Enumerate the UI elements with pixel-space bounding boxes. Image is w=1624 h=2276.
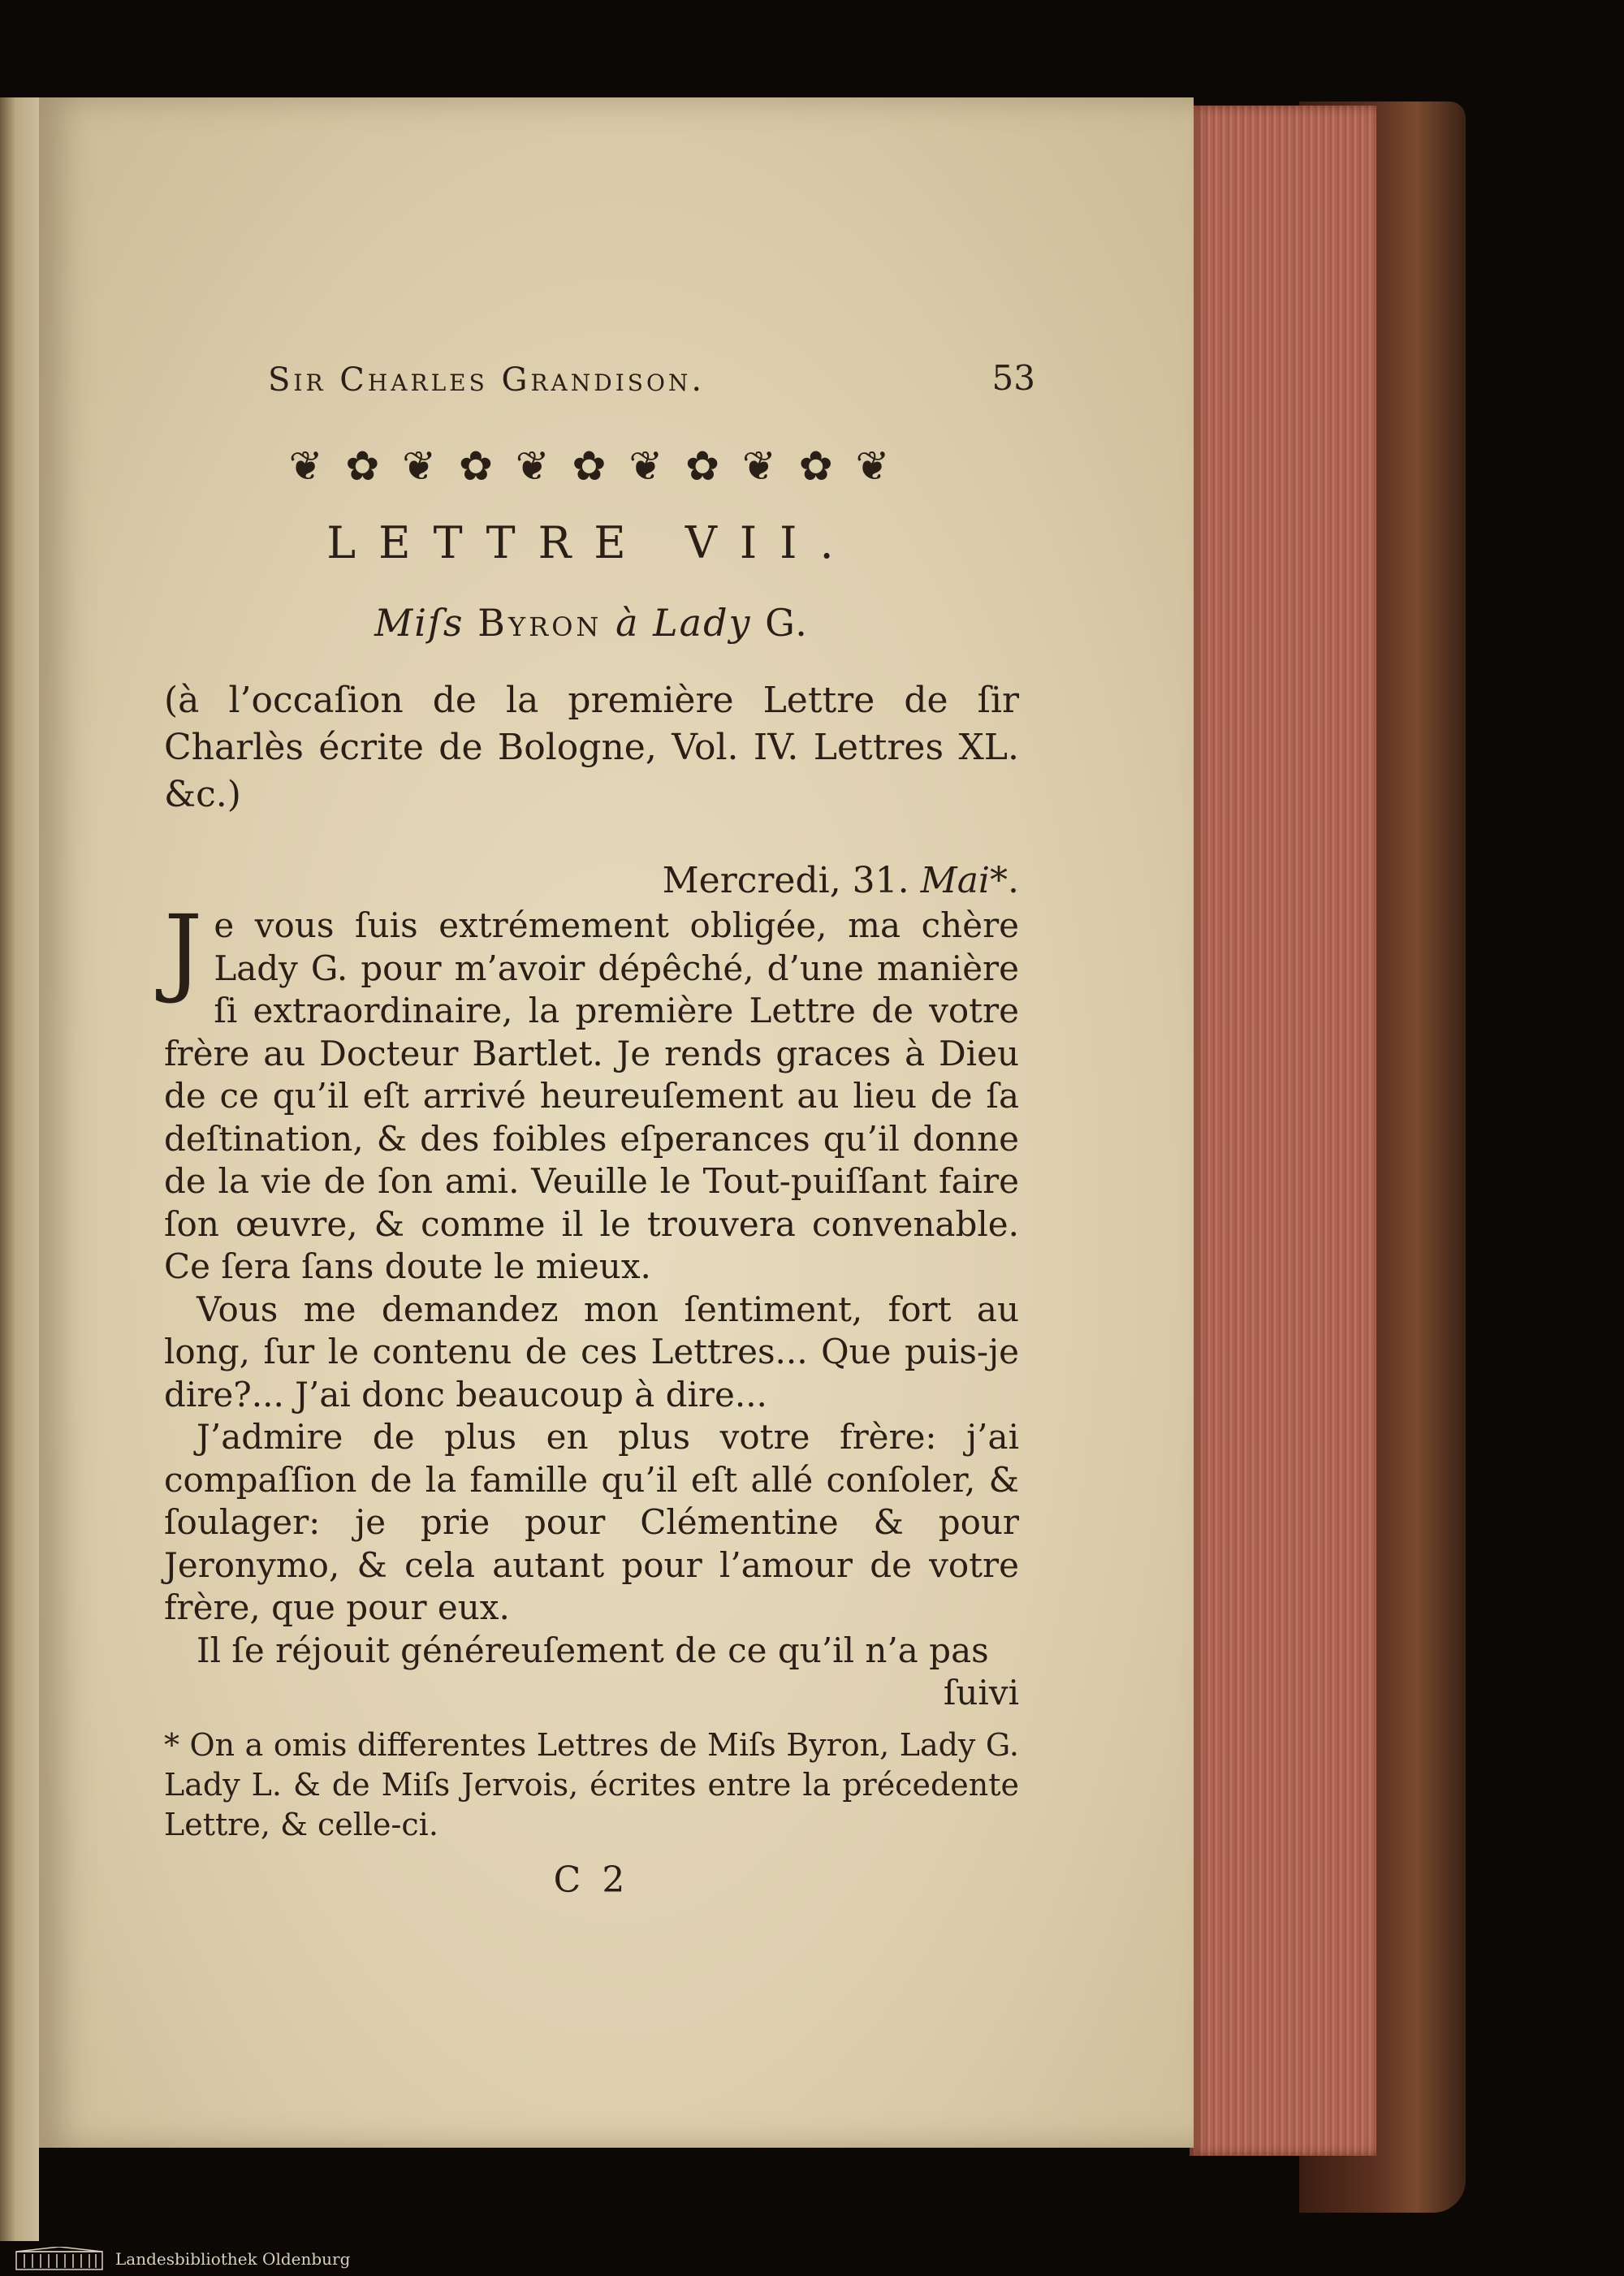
date-month: Mai — [920, 860, 990, 901]
letter-sub-miss: Miſs — [374, 601, 464, 645]
body-paragraph-1-text: e vous ſuis extrémement obligée, ma chère Lady G. pour m’avoir dépêché, d’une manière ſi extraordinaire, la première Lettre de votre frère au Docteur Bartlet. Je rends graces à Dieu de ce qu’il eſt arrivé heureuſement au lieu de ſa deſtination, & des foibles eſperances qu’il donne de la vie de ſon ami. Veuille le Tout-puiſſant faire ſon œuvre, & comme il le trouvera convenable. Ce ſera ſans doute le mieux. — [164, 905, 1019, 1286]
page-header — [164, 358, 1035, 418]
library-label: Landesbibliothek Oldenburg — [115, 2248, 351, 2269]
page-fore-edge — [1190, 106, 1376, 2156]
page-number: 53 — [991, 358, 1035, 398]
letter-sub-a: à — [615, 601, 640, 645]
page-text-block — [164, 358, 1035, 1901]
ornament-band: ❦ ✿ ❦ ✿ ❦ ✿ ❦ ✿ ❦ ✿ ❦ — [288, 443, 895, 490]
date-day: Mercredi, 31. — [662, 860, 909, 901]
body-paragraph-3: J’admire de plus en plus votre frère: j’ai compaſſion de la famille qu’il eſt allé conſoler, & ſoulager: je prie pour Clémentine & pour Jeronymo, & cela autant pour l’amour de votre frère, que pour eux. — [164, 1417, 1019, 1627]
letter-sub-g: G. — [765, 601, 809, 645]
body-paragraph-1 — [164, 894, 1019, 1289]
date-footnote-mark: *. — [990, 860, 1019, 901]
signature-mark: C 2 — [553, 1859, 630, 1901]
letter-title: LETTRE VII. — [326, 517, 857, 568]
catchword: ſuivi — [943, 1673, 1019, 1712]
library-building-icon — [15, 2247, 104, 2271]
body-paragraph-2: Vous me demandez mon ſentiment, fort au long, ſur le contenu de ces Lettres... Que puis-je dire?... J’ai donc beaucoup à dire... — [164, 1289, 1019, 1414]
library-footer — [0, 2241, 1624, 2276]
occasion-note: (à l’occaſion de la première Lettre de ſir Charlès écrite de Bologne, Vol. IV. Lettres XL. &c.) — [164, 680, 1019, 815]
letter-date — [164, 857, 1019, 905]
book-page — [39, 97, 1194, 2148]
letter-sub-lady: Lady — [653, 601, 752, 645]
previous-page-edge — [0, 97, 39, 2241]
letter-subtitle — [164, 601, 1019, 645]
letter-sub-byron: Byron — [477, 601, 603, 645]
body-paragraph-4: Il ſe réjouit généreuſement de ce qu’il n’a pas — [197, 1630, 989, 1670]
footnote: * On a omis differentes Lettres de Miſs Byron, Lady G. Lady L. & de Miſs Jervois, écrites entre la précedente Lettre, & celle-ci. — [164, 1727, 1019, 1842]
running-head: Sir Charles Grandison. — [268, 361, 706, 399]
drop-cap: J — [164, 894, 203, 1006]
